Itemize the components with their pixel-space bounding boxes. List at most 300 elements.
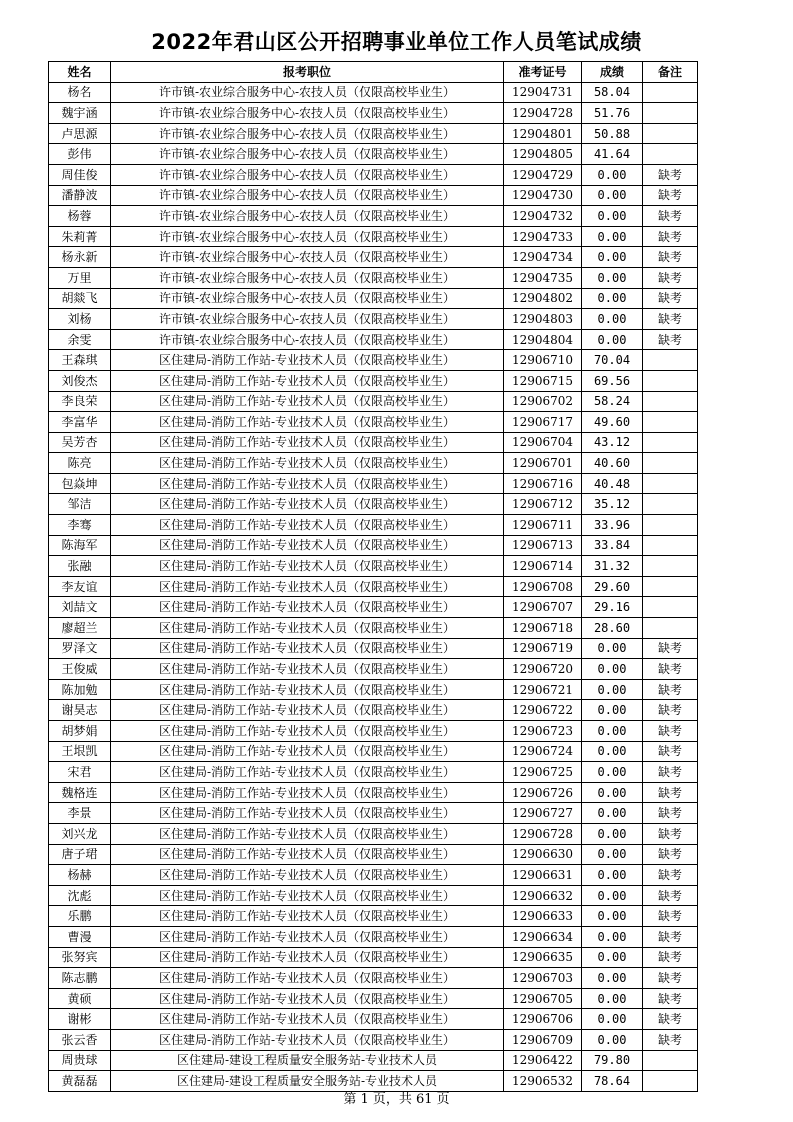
- cell-ticket-number: 12906630: [504, 844, 582, 865]
- cell-name: 张融: [49, 556, 111, 577]
- cell-position: 区住建局-消防工作站-专业技术人员（仅限高校毕业生）: [111, 947, 504, 968]
- cell-name: 唐子珺: [49, 844, 111, 865]
- cell-name: 卢思源: [49, 123, 111, 144]
- cell-ticket-number: 12904732: [504, 206, 582, 227]
- cell-name: 杨永新: [49, 247, 111, 268]
- table-row: [49, 618, 698, 639]
- table-row: [49, 865, 698, 886]
- table-row: [49, 576, 698, 597]
- table-row: [49, 226, 698, 247]
- table-row: [49, 329, 698, 350]
- cell-score: 0.00: [582, 865, 643, 886]
- cell-remark: 缺考: [643, 659, 698, 680]
- cell-ticket-number: 12906727: [504, 803, 582, 824]
- cell-ticket-number: 12906701: [504, 453, 582, 474]
- cell-score: 0.00: [582, 926, 643, 947]
- cell-ticket-number: 12906726: [504, 782, 582, 803]
- cell-position: 区住建局-消防工作站-专业技术人员（仅限高校毕业生）: [111, 865, 504, 886]
- page-footer: 第 1 页，共 61 页: [343, 1092, 450, 1107]
- cell-position: 区住建局-消防工作站-专业技术人员（仅限高校毕业生）: [111, 576, 504, 597]
- cell-name: 魏宇涵: [49, 103, 111, 124]
- cell-remark: [643, 432, 698, 453]
- table-body: [49, 82, 698, 1091]
- cell-position: 区住建局-消防工作站-专业技术人员（仅限高校毕业生）: [111, 926, 504, 947]
- cell-score: 41.64: [582, 144, 643, 165]
- table-row: [49, 597, 698, 618]
- table-row: [49, 103, 698, 124]
- cell-name: 张云香: [49, 1029, 111, 1050]
- cell-score: 0.00: [582, 659, 643, 680]
- cell-score: 49.60: [582, 412, 643, 433]
- cell-remark: [643, 103, 698, 124]
- cell-score: 0.00: [582, 782, 643, 803]
- cell-score: 0.00: [582, 721, 643, 742]
- cell-remark: 缺考: [643, 803, 698, 824]
- cell-remark: [643, 597, 698, 618]
- table-row: [49, 206, 698, 227]
- cell-remark: 缺考: [643, 226, 698, 247]
- cell-score: 35.12: [582, 494, 643, 515]
- cell-remark: 缺考: [643, 267, 698, 288]
- table-row: [49, 350, 698, 371]
- cell-position: 区住建局-消防工作站-专业技术人员（仅限高校毕业生）: [111, 885, 504, 906]
- cell-remark: 缺考: [643, 1029, 698, 1050]
- score-table: [48, 61, 698, 1092]
- table-row: [49, 453, 698, 474]
- cell-name: 黄硕: [49, 988, 111, 1009]
- cell-score: 0.00: [582, 247, 643, 268]
- table-row: [49, 782, 698, 803]
- cell-name: 刘喆文: [49, 597, 111, 618]
- cell-remark: [643, 618, 698, 639]
- cell-score: 0.00: [582, 803, 643, 824]
- cell-score: 0.00: [582, 226, 643, 247]
- cell-ticket-number: 12906725: [504, 762, 582, 783]
- table-row: [49, 144, 698, 165]
- cell-remark: 缺考: [643, 988, 698, 1009]
- table-row: [49, 82, 698, 103]
- cell-remark: 缺考: [643, 309, 698, 330]
- cell-name: 李富华: [49, 412, 111, 433]
- cell-position: 区住建局-消防工作站-专业技术人员（仅限高校毕业生）: [111, 803, 504, 824]
- table-row: [49, 473, 698, 494]
- cell-name: 万里: [49, 267, 111, 288]
- table-row: [49, 700, 698, 721]
- cell-score: 79.80: [582, 1050, 643, 1071]
- cell-score: 0.00: [582, 885, 643, 906]
- cell-ticket-number: 12906723: [504, 721, 582, 742]
- table-row: [49, 679, 698, 700]
- cell-position: 区住建局-消防工作站-专业技术人员（仅限高校毕业生）: [111, 741, 504, 762]
- cell-name: 曹漫: [49, 926, 111, 947]
- table-row: [49, 247, 698, 268]
- table-row: [49, 309, 698, 330]
- cell-position: 许市镇-农业综合服务中心-农技人员（仅限高校毕业生）: [111, 329, 504, 350]
- cell-remark: 缺考: [643, 762, 698, 783]
- cell-position: 区住建局-消防工作站-专业技术人员（仅限高校毕业生）: [111, 494, 504, 515]
- table-row: [49, 1029, 698, 1050]
- cell-name: 杨赫: [49, 865, 111, 886]
- cell-position: 区住建局-消防工作站-专业技术人员（仅限高校毕业生）: [111, 988, 504, 1009]
- cell-score: 0.00: [582, 1009, 643, 1030]
- cell-position: 区住建局-消防工作站-专业技术人员（仅限高校毕业生）: [111, 1029, 504, 1050]
- table-row: [49, 844, 698, 865]
- cell-remark: 缺考: [643, 288, 698, 309]
- cell-ticket-number: 12906720: [504, 659, 582, 680]
- cell-ticket-number: 12906722: [504, 700, 582, 721]
- cell-remark: 缺考: [643, 885, 698, 906]
- cell-position: 许市镇-农业综合服务中心-农技人员（仅限高校毕业生）: [111, 185, 504, 206]
- cell-ticket-number: 12906721: [504, 679, 582, 700]
- cell-remark: 缺考: [643, 721, 698, 742]
- cell-position: 区住建局-消防工作站-专业技术人员（仅限高校毕业生）: [111, 453, 504, 474]
- cell-ticket-number: 12906703: [504, 968, 582, 989]
- table-row: [49, 1009, 698, 1030]
- cell-name: 胡梦娟: [49, 721, 111, 742]
- cell-score: 69.56: [582, 370, 643, 391]
- cell-score: 0.00: [582, 700, 643, 721]
- cell-score: 0.00: [582, 762, 643, 783]
- cell-ticket-number: 12904801: [504, 123, 582, 144]
- cell-position: 区住建局-消防工作站-专业技术人员（仅限高校毕业生）: [111, 700, 504, 721]
- cell-ticket-number: 12906704: [504, 432, 582, 453]
- cell-score: 0.00: [582, 906, 643, 927]
- cell-name: 沈彪: [49, 885, 111, 906]
- cell-ticket-number: 12906631: [504, 865, 582, 886]
- cell-position: 许市镇-农业综合服务中心-农技人员（仅限高校毕业生）: [111, 267, 504, 288]
- cell-ticket-number: 12906718: [504, 618, 582, 639]
- cell-name: 杨蓉: [49, 206, 111, 227]
- cell-name: 陈海军: [49, 535, 111, 556]
- cell-name: 潘静波: [49, 185, 111, 206]
- cell-score: 0.00: [582, 309, 643, 330]
- cell-remark: [643, 82, 698, 103]
- cell-name: 邹洁: [49, 494, 111, 515]
- cell-position: 区住建局-消防工作站-专业技术人员（仅限高校毕业生）: [111, 535, 504, 556]
- cell-name: 朱莉菁: [49, 226, 111, 247]
- cell-name: 包焱坤: [49, 473, 111, 494]
- cell-ticket-number: 12904802: [504, 288, 582, 309]
- cell-remark: [643, 535, 698, 556]
- header-position: 报考职位: [111, 62, 504, 83]
- cell-ticket-number: 12906635: [504, 947, 582, 968]
- table-row: [49, 123, 698, 144]
- cell-position: 区住建局-消防工作站-专业技术人员（仅限高校毕业生）: [111, 638, 504, 659]
- cell-name: 彭伟: [49, 144, 111, 165]
- cell-name: 王俊威: [49, 659, 111, 680]
- cell-remark: [643, 576, 698, 597]
- page-title: 2022年君山区公开招聘事业单位工作人员笔试成绩: [151, 30, 642, 54]
- cell-score: 58.24: [582, 391, 643, 412]
- cell-score: 70.04: [582, 350, 643, 371]
- table-row: [49, 185, 698, 206]
- cell-remark: [643, 123, 698, 144]
- cell-score: 58.04: [582, 82, 643, 103]
- cell-position: 许市镇-农业综合服务中心-农技人员（仅限高校毕业生）: [111, 164, 504, 185]
- cell-position: 区住建局-消防工作站-专业技术人员（仅限高校毕业生）: [111, 762, 504, 783]
- cell-position: 区住建局-消防工作站-专业技术人员（仅限高校毕业生）: [111, 432, 504, 453]
- cell-remark: 缺考: [643, 1009, 698, 1030]
- cell-remark: [643, 556, 698, 577]
- cell-ticket-number: 12906709: [504, 1029, 582, 1050]
- cell-name: 刘兴龙: [49, 823, 111, 844]
- cell-position: 区住建局-消防工作站-专业技术人员（仅限高校毕业生）: [111, 515, 504, 536]
- cell-ticket-number: 12906724: [504, 741, 582, 762]
- cell-name: 王垠凯: [49, 741, 111, 762]
- cell-position: 许市镇-农业综合服务中心-农技人员（仅限高校毕业生）: [111, 288, 504, 309]
- cell-remark: 缺考: [643, 823, 698, 844]
- cell-ticket-number: 12906710: [504, 350, 582, 371]
- cell-name: 刘杨: [49, 309, 111, 330]
- cell-ticket-number: 12904735: [504, 267, 582, 288]
- table-row: [49, 638, 698, 659]
- cell-score: 0.00: [582, 164, 643, 185]
- header-row: [49, 62, 698, 83]
- cell-name: 杨名: [49, 82, 111, 103]
- header-ticket-number: 准考证号: [504, 62, 582, 83]
- cell-name: 李景: [49, 803, 111, 824]
- cell-name: 李骞: [49, 515, 111, 536]
- cell-remark: 缺考: [643, 185, 698, 206]
- cell-score: 28.60: [582, 618, 643, 639]
- header-score: 成绩: [582, 62, 643, 83]
- cell-score: 0.00: [582, 1029, 643, 1050]
- cell-remark: 缺考: [643, 926, 698, 947]
- cell-position: 区住建局-消防工作站-专业技术人员（仅限高校毕业生）: [111, 659, 504, 680]
- cell-ticket-number: 12904730: [504, 185, 582, 206]
- cell-remark: [643, 515, 698, 536]
- table-row: [49, 370, 698, 391]
- cell-name: 乐鹏: [49, 906, 111, 927]
- cell-name: 廖超兰: [49, 618, 111, 639]
- cell-remark: 缺考: [643, 844, 698, 865]
- table-row: [49, 391, 698, 412]
- cell-name: 周贵球: [49, 1050, 111, 1071]
- cell-position: 许市镇-农业综合服务中心-农技人员（仅限高校毕业生）: [111, 309, 504, 330]
- cell-ticket-number: 12906706: [504, 1009, 582, 1030]
- cell-name: 王森琪: [49, 350, 111, 371]
- cell-score: 43.12: [582, 432, 643, 453]
- cell-position: 许市镇-农业综合服务中心-农技人员（仅限高校毕业生）: [111, 144, 504, 165]
- table-row: [49, 926, 698, 947]
- cell-ticket-number: 12906728: [504, 823, 582, 844]
- cell-ticket-number: 12906713: [504, 535, 582, 556]
- cell-position: 许市镇-农业综合服务中心-农技人员（仅限高校毕业生）: [111, 82, 504, 103]
- cell-ticket-number: 12906715: [504, 370, 582, 391]
- cell-remark: 缺考: [643, 206, 698, 227]
- cell-score: 0.00: [582, 329, 643, 350]
- cell-remark: [643, 453, 698, 474]
- cell-name: 张努宾: [49, 947, 111, 968]
- cell-score: 78.64: [582, 1071, 643, 1092]
- cell-remark: 缺考: [643, 968, 698, 989]
- cell-remark: 缺考: [643, 741, 698, 762]
- cell-score: 31.32: [582, 556, 643, 577]
- cell-position: 区住建局-消防工作站-专业技术人员（仅限高校毕业生）: [111, 391, 504, 412]
- cell-score: 33.96: [582, 515, 643, 536]
- cell-ticket-number: 12904733: [504, 226, 582, 247]
- cell-remark: [643, 1050, 698, 1071]
- table-row: [49, 432, 698, 453]
- table-row: [49, 741, 698, 762]
- cell-position: 区住建局-消防工作站-专业技术人员（仅限高校毕业生）: [111, 844, 504, 865]
- cell-position: 区住建局-消防工作站-专业技术人员（仅限高校毕业生）: [111, 618, 504, 639]
- cell-ticket-number: 12906719: [504, 638, 582, 659]
- table-row: [49, 164, 698, 185]
- cell-ticket-number: 12906716: [504, 473, 582, 494]
- cell-ticket-number: 12906714: [504, 556, 582, 577]
- cell-position: 区住建局-消防工作站-专业技术人员（仅限高校毕业生）: [111, 721, 504, 742]
- table-row: [49, 1050, 698, 1071]
- cell-name: 李良荣: [49, 391, 111, 412]
- cell-remark: 缺考: [643, 947, 698, 968]
- cell-remark: 缺考: [643, 164, 698, 185]
- cell-score: 0.00: [582, 823, 643, 844]
- cell-position: 区住建局-消防工作站-专业技术人员（仅限高校毕业生）: [111, 597, 504, 618]
- cell-score: 29.60: [582, 576, 643, 597]
- cell-position: 区住建局-消防工作站-专业技术人员（仅限高校毕业生）: [111, 906, 504, 927]
- cell-score: 0.00: [582, 679, 643, 700]
- table-row: [49, 412, 698, 433]
- cell-ticket-number: 12904731: [504, 82, 582, 103]
- cell-remark: 缺考: [643, 782, 698, 803]
- table-row: [49, 659, 698, 680]
- cell-ticket-number: 12904803: [504, 309, 582, 330]
- cell-score: 51.76: [582, 103, 643, 124]
- cell-remark: [643, 473, 698, 494]
- table-row: [49, 885, 698, 906]
- cell-score: 0.00: [582, 844, 643, 865]
- cell-name: 李友谊: [49, 576, 111, 597]
- table-row: [49, 803, 698, 824]
- cell-ticket-number: 12904734: [504, 247, 582, 268]
- table-row: [49, 988, 698, 1009]
- table-row: [49, 288, 698, 309]
- cell-name: 陈加勉: [49, 679, 111, 700]
- cell-remark: [643, 350, 698, 371]
- cell-score: 0.00: [582, 288, 643, 309]
- cell-score: 0.00: [582, 638, 643, 659]
- table-row: [49, 947, 698, 968]
- cell-position: 许市镇-农业综合服务中心-农技人员（仅限高校毕业生）: [111, 247, 504, 268]
- cell-position: 区住建局-消防工作站-专业技术人员（仅限高校毕业生）: [111, 412, 504, 433]
- table-row: [49, 906, 698, 927]
- table-row: [49, 762, 698, 783]
- cell-ticket-number: 12906708: [504, 576, 582, 597]
- cell-name: 魏格连: [49, 782, 111, 803]
- cell-score: 0.00: [582, 968, 643, 989]
- cell-name: 宋君: [49, 762, 111, 783]
- cell-name: 陈志鹏: [49, 968, 111, 989]
- cell-remark: 缺考: [643, 247, 698, 268]
- cell-position: 区住建局-消防工作站-专业技术人员（仅限高校毕业生）: [111, 823, 504, 844]
- cell-position: 区住建局-消防工作站-专业技术人员（仅限高校毕业生）: [111, 350, 504, 371]
- cell-ticket-number: 12904728: [504, 103, 582, 124]
- table-row: [49, 968, 698, 989]
- cell-remark: 缺考: [643, 679, 698, 700]
- cell-ticket-number: 12906422: [504, 1050, 582, 1071]
- cell-score: 0.00: [582, 206, 643, 227]
- table-row: [49, 823, 698, 844]
- cell-score: 33.84: [582, 535, 643, 556]
- cell-position: 区住建局-消防工作站-专业技术人员（仅限高校毕业生）: [111, 968, 504, 989]
- cell-position: 许市镇-农业综合服务中心-农技人员（仅限高校毕业生）: [111, 123, 504, 144]
- cell-score: 0.00: [582, 267, 643, 288]
- cell-position: 区住建局-建设工程质量安全服务站-专业技术人员: [111, 1071, 504, 1092]
- header-name: 姓名: [49, 62, 111, 83]
- cell-name: 胡燚飞: [49, 288, 111, 309]
- cell-name: 陈亮: [49, 453, 111, 474]
- header-remark: 备注: [643, 62, 698, 83]
- cell-score: 40.60: [582, 453, 643, 474]
- cell-remark: [643, 391, 698, 412]
- cell-ticket-number: 12906711: [504, 515, 582, 536]
- cell-score: 0.00: [582, 988, 643, 1009]
- cell-name: 谢昊志: [49, 700, 111, 721]
- cell-ticket-number: 12904805: [504, 144, 582, 165]
- cell-score: 50.88: [582, 123, 643, 144]
- cell-ticket-number: 12906717: [504, 412, 582, 433]
- cell-name: 黄磊磊: [49, 1071, 111, 1092]
- cell-remark: [643, 412, 698, 433]
- cell-score: 0.00: [582, 947, 643, 968]
- cell-name: 周佳俊: [49, 164, 111, 185]
- table-row: [49, 494, 698, 515]
- cell-position: 区住建局-消防工作站-专业技术人员（仅限高校毕业生）: [111, 1009, 504, 1030]
- cell-name: 罗泽文: [49, 638, 111, 659]
- cell-remark: 缺考: [643, 638, 698, 659]
- cell-name: 谢彬: [49, 1009, 111, 1030]
- table-row: [49, 556, 698, 577]
- cell-remark: 缺考: [643, 906, 698, 927]
- cell-ticket-number: 12906707: [504, 597, 582, 618]
- cell-name: 吴芳杏: [49, 432, 111, 453]
- cell-position: 区住建局-消防工作站-专业技术人员（仅限高校毕业生）: [111, 679, 504, 700]
- cell-score: 40.48: [582, 473, 643, 494]
- cell-remark: 缺考: [643, 329, 698, 350]
- cell-ticket-number: 12906632: [504, 885, 582, 906]
- cell-remark: [643, 144, 698, 165]
- cell-ticket-number: 12906634: [504, 926, 582, 947]
- cell-ticket-number: 12906705: [504, 988, 582, 1009]
- cell-remark: [643, 370, 698, 391]
- table-row: [49, 535, 698, 556]
- cell-position: 许市镇-农业综合服务中心-农技人员（仅限高校毕业生）: [111, 226, 504, 247]
- cell-score: 0.00: [582, 741, 643, 762]
- cell-position: 许市镇-农业综合服务中心-农技人员（仅限高校毕业生）: [111, 206, 504, 227]
- cell-score: 0.00: [582, 185, 643, 206]
- cell-position: 区住建局-消防工作站-专业技术人员（仅限高校毕业生）: [111, 782, 504, 803]
- cell-score: 29.16: [582, 597, 643, 618]
- cell-position: 区住建局-建设工程质量安全服务站-专业技术人员: [111, 1050, 504, 1071]
- cell-position: 区住建局-消防工作站-专业技术人员（仅限高校毕业生）: [111, 370, 504, 391]
- cell-ticket-number: 12904804: [504, 329, 582, 350]
- cell-remark: 缺考: [643, 700, 698, 721]
- cell-ticket-number: 12904729: [504, 164, 582, 185]
- cell-name: 刘俊杰: [49, 370, 111, 391]
- cell-position: 区住建局-消防工作站-专业技术人员（仅限高校毕业生）: [111, 473, 504, 494]
- table-row: [49, 515, 698, 536]
- table-row: [49, 267, 698, 288]
- cell-remark: [643, 494, 698, 515]
- cell-ticket-number: 12906712: [504, 494, 582, 515]
- cell-position: 许市镇-农业综合服务中心-农技人员（仅限高校毕业生）: [111, 103, 504, 124]
- cell-remark: 缺考: [643, 865, 698, 886]
- cell-name: 余雯: [49, 329, 111, 350]
- cell-position: 区住建局-消防工作站-专业技术人员（仅限高校毕业生）: [111, 556, 504, 577]
- table-row: [49, 721, 698, 742]
- cell-ticket-number: 12906532: [504, 1071, 582, 1092]
